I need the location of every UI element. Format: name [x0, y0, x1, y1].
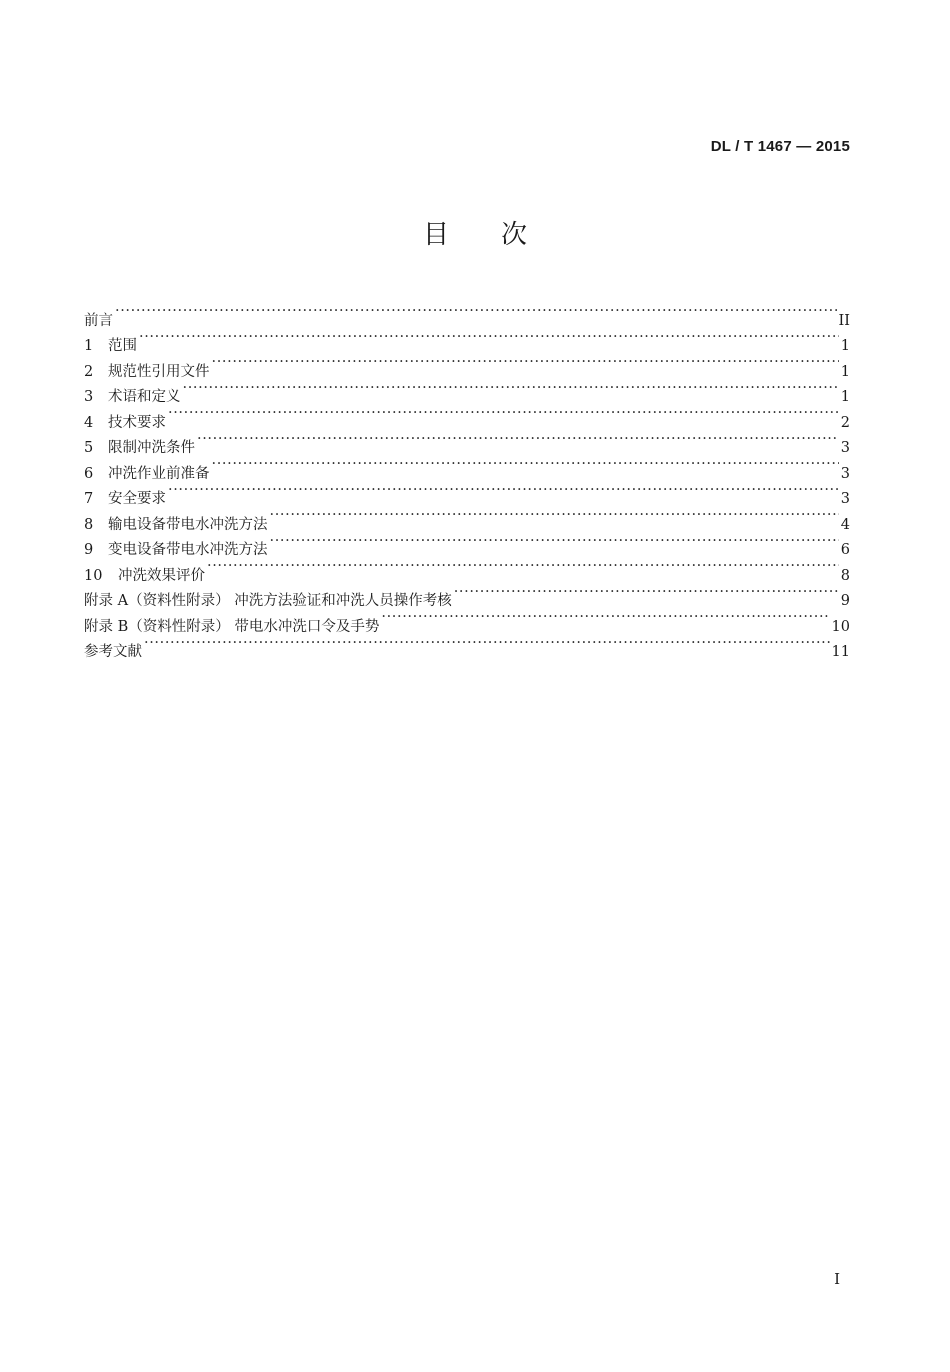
toc-entry-1[interactable] — [84, 325, 850, 354]
toc-dot-leader — [381, 605, 829, 631]
table-of-contents — [84, 299, 850, 660]
toc-entry-number: 2 — [84, 363, 94, 380]
toc-entry-6[interactable] — [84, 452, 850, 482]
toc-entry-number: 8 — [84, 516, 94, 533]
toc-entry-label: 技术要求 — [108, 414, 166, 431]
toc-entry-number: 10 — [84, 567, 103, 584]
toc-entry-page: 10 — [831, 618, 850, 635]
toc-entry-label: 附录 B（资料性附录） 带电水冲洗口令及手势 — [84, 618, 380, 635]
toc-entry-page: 4 — [840, 516, 850, 533]
toc-entry-foreword[interactable] — [84, 299, 850, 329]
toc-entry-label: 术语和定义 — [108, 389, 181, 405]
toc-entry-4[interactable] — [84, 401, 850, 431]
toc-entry-references[interactable] — [84, 631, 850, 660]
toc-entry-page: 3 — [840, 440, 850, 456]
toc-entry-label: 规范性引用文件 — [108, 363, 210, 380]
toc-entry-page: II — [838, 312, 850, 329]
toc-entry-page: 1 — [840, 338, 850, 354]
toc-entry-page: 11 — [831, 644, 850, 660]
page-number: I — [834, 1270, 840, 1288]
toc-entry-5[interactable] — [84, 427, 850, 456]
toc-entry-page: 3 — [840, 491, 850, 507]
toc-entry-number: 6 — [84, 465, 94, 482]
toc-entry-number: 5 — [84, 440, 94, 456]
toc-entry-label: 附录 A（资料性附录） 冲洗方法验证和冲洗人员操作考核 — [84, 593, 452, 609]
toc-entry-label: 变电设备带电水冲洗方法 — [108, 542, 268, 558]
toc-dot-leader — [139, 325, 839, 351]
toc-entry-7[interactable] — [84, 478, 850, 507]
toc-entry-number: 9 — [84, 542, 94, 558]
toc-entry-number: 3 — [84, 389, 94, 405]
toc-entry-label: 前言 — [84, 312, 113, 329]
toc-dot-leader — [212, 350, 839, 376]
toc-entry-label: 范围 — [108, 338, 137, 354]
toc-entry-page: 9 — [840, 593, 850, 609]
toc-entry-label: 冲洗作业前准备 — [108, 465, 210, 482]
toc-dot-leader — [168, 401, 839, 427]
toc-entry-8[interactable] — [84, 503, 850, 533]
toc-entry-number: 4 — [84, 414, 94, 431]
toc-entry-2[interactable] — [84, 350, 850, 380]
toc-entry-page: 2 — [840, 414, 850, 431]
toc-entry-page: 1 — [840, 389, 850, 405]
toc-entry-label: 冲洗效果评价 — [118, 567, 205, 584]
toc-dot-leader — [207, 554, 839, 580]
toc-entry-page: 8 — [840, 567, 850, 584]
standard-code: DL / T 1467 — 2015 — [710, 138, 850, 155]
toc-dot-leader — [183, 376, 839, 402]
toc-entry-page: 3 — [840, 465, 850, 482]
toc-dot-leader — [197, 427, 839, 453]
toc-dot-leader — [168, 478, 839, 504]
toc-entry-number: 1 — [84, 338, 94, 354]
toc-entry-label: 输电设备带电水冲洗方法 — [108, 516, 268, 533]
toc-dot-leader — [270, 503, 839, 529]
toc-dot-leader — [212, 452, 839, 478]
page-title: 目次 — [422, 220, 579, 250]
toc-entry-label: 限制冲洗条件 — [108, 440, 195, 456]
toc-entry-number: 7 — [84, 491, 94, 507]
toc-dot-leader — [270, 529, 839, 555]
toc-entry-3[interactable] — [84, 376, 850, 405]
toc-dot-leader — [115, 299, 837, 325]
toc-dot-leader — [454, 580, 839, 606]
toc-entry-label: 安全要求 — [108, 491, 166, 507]
toc-entry-page: 1 — [840, 363, 850, 380]
toc-entry-page: 6 — [840, 542, 850, 558]
toc-entry-label: 参考文献 — [84, 644, 142, 660]
toc-dot-leader — [144, 631, 830, 657]
